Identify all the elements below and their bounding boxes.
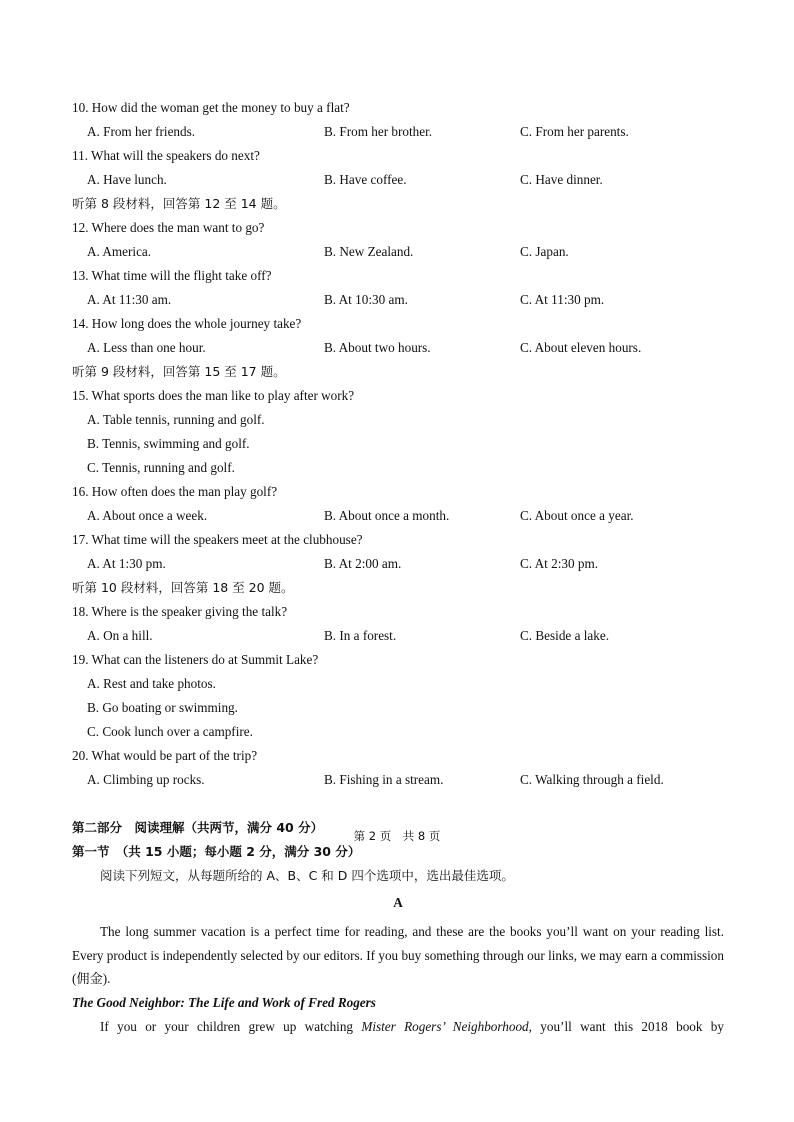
reading-instruction: 阅读下列短文，从每题所给的 A、B、C 和 D 四个选项中，选出最佳选项。 [100,868,514,883]
section-8-instruction: 听第 8 段材料，回答第 12 至 14 题。 [72,196,286,211]
passage-letter: A [393,895,403,910]
page-footer: 第 2 页 共 8 页 [353,829,441,843]
question-text: 16. How often does the man play golf? [72,484,278,499]
options-row [72,288,724,312]
question-text: 13. What time will the flight take off? [72,268,272,283]
option-a: A. On a hill. [87,628,153,643]
spacer [72,792,724,816]
options-row [72,624,724,648]
option-b: B. From her brother. [324,124,433,139]
book-text-start: If you or your children grew up watching [100,1018,362,1034]
option-c: C. At 2:30 pm. [520,556,599,571]
show-title: Mister Rogers’ Neighborhood [361,1018,529,1034]
option-b: B. Go boating or swimming. [87,700,238,715]
option-c: C. Cook lunch over a campfire. [87,724,253,739]
question-text: 20. What would be part of the trip? [72,748,258,763]
question-19 [72,648,724,744]
options-row [72,336,724,360]
question-14 [72,312,724,360]
option-a: A. From her friends. [87,124,196,139]
option-c: C. Have dinner. [520,172,603,187]
book-description [72,1015,724,1039]
question-18 [72,600,724,648]
option-c: C. Tennis, running and golf. [87,460,235,475]
book-title: The Good Neighbor: The Life and Work of Fred Rogers [72,994,376,1010]
option-a: A. Rest and take photos. [87,676,216,691]
option-a: A. Climbing up rocks. [87,772,205,787]
question-text: 12. Where does the man want to go? [72,220,265,235]
options-row [72,552,724,576]
option-b: B. Fishing in a stream. [324,772,444,787]
question-text: 18. Where is the speaker giving the talk? [72,604,288,619]
question-16 [72,480,724,528]
question-text: 10. How did the woman get the money to buy a flat? [72,100,350,115]
question-text: 17. What time will the speakers meet at the clubhouse? [72,532,363,547]
options-row [72,504,724,528]
exam-page [72,96,724,1039]
option-a: A. Table tennis, running and golf. [87,412,265,427]
option-b: B. About once a month. [324,508,450,523]
question-15 [72,384,724,480]
book-text-end: , you’ll want this 2018 book by [528,1018,724,1034]
question-12 [72,216,724,264]
question-text: 19. What can the listeners do at Summit Lake? [72,652,319,667]
options-row [72,240,724,264]
option-b: B. About two hours. [324,340,431,355]
question-11 [72,144,724,192]
option-c: C. At 11:30 pm. [520,292,605,307]
options-row [72,768,724,792]
options-row [72,120,724,144]
section-9-instruction: 听第 9 段材料，回答第 15 至 17 题。 [72,364,286,379]
question-text: 14. How long does the whole journey take? [72,316,302,331]
question-20 [72,744,724,792]
part-2-title: 第二部分 阅读理解（共两节，满分 40 分） [72,820,324,835]
option-b: B. Have coffee. [324,172,407,187]
option-b: B. At 2:00 am. [324,556,402,571]
question-text: 11. What will the speakers do next? [72,148,260,163]
option-a: A. At 1:30 pm. [87,556,166,571]
options-row [72,168,724,192]
section-10-instruction: 听第 10 段材料，回答第 18 至 20 题。 [72,580,294,595]
option-a: A. At 11:30 am. [87,292,172,307]
option-c: C. From her parents. [520,124,629,139]
option-c: C. Beside a lake. [520,628,609,643]
option-a: A. Less than one hour. [87,340,206,355]
option-b: B. At 10:30 am. [324,292,408,307]
option-a: A. Have lunch. [87,172,167,187]
option-a: A. About once a week. [87,508,208,523]
passage-intro: The long summer vacation is a perfect time for reading, and these are the books you’ll want on your reading list. Every product is independently selected by our editors. If you buy something through our links, we may earn a commission (佣金). [72,924,724,986]
question-text: 15. What sports does the man like to play after work? [72,388,355,403]
option-c: C. About once a year. [520,508,634,523]
question-13 [72,264,724,312]
question-10 [72,96,724,144]
section-1-title: 第一节 （共 15 小题；每小题 2 分，满分 30 分） [72,844,361,859]
option-b: B. Tennis, swimming and golf. [87,436,250,451]
option-a: A. America. [87,244,152,259]
question-17 [72,528,724,576]
option-c: C. About eleven hours. [520,340,642,355]
option-c: C. Japan. [520,244,569,259]
option-c: C. Walking through a field. [520,772,664,787]
option-b: B. In a forest. [324,628,397,643]
option-b: B. New Zealand. [324,244,414,259]
